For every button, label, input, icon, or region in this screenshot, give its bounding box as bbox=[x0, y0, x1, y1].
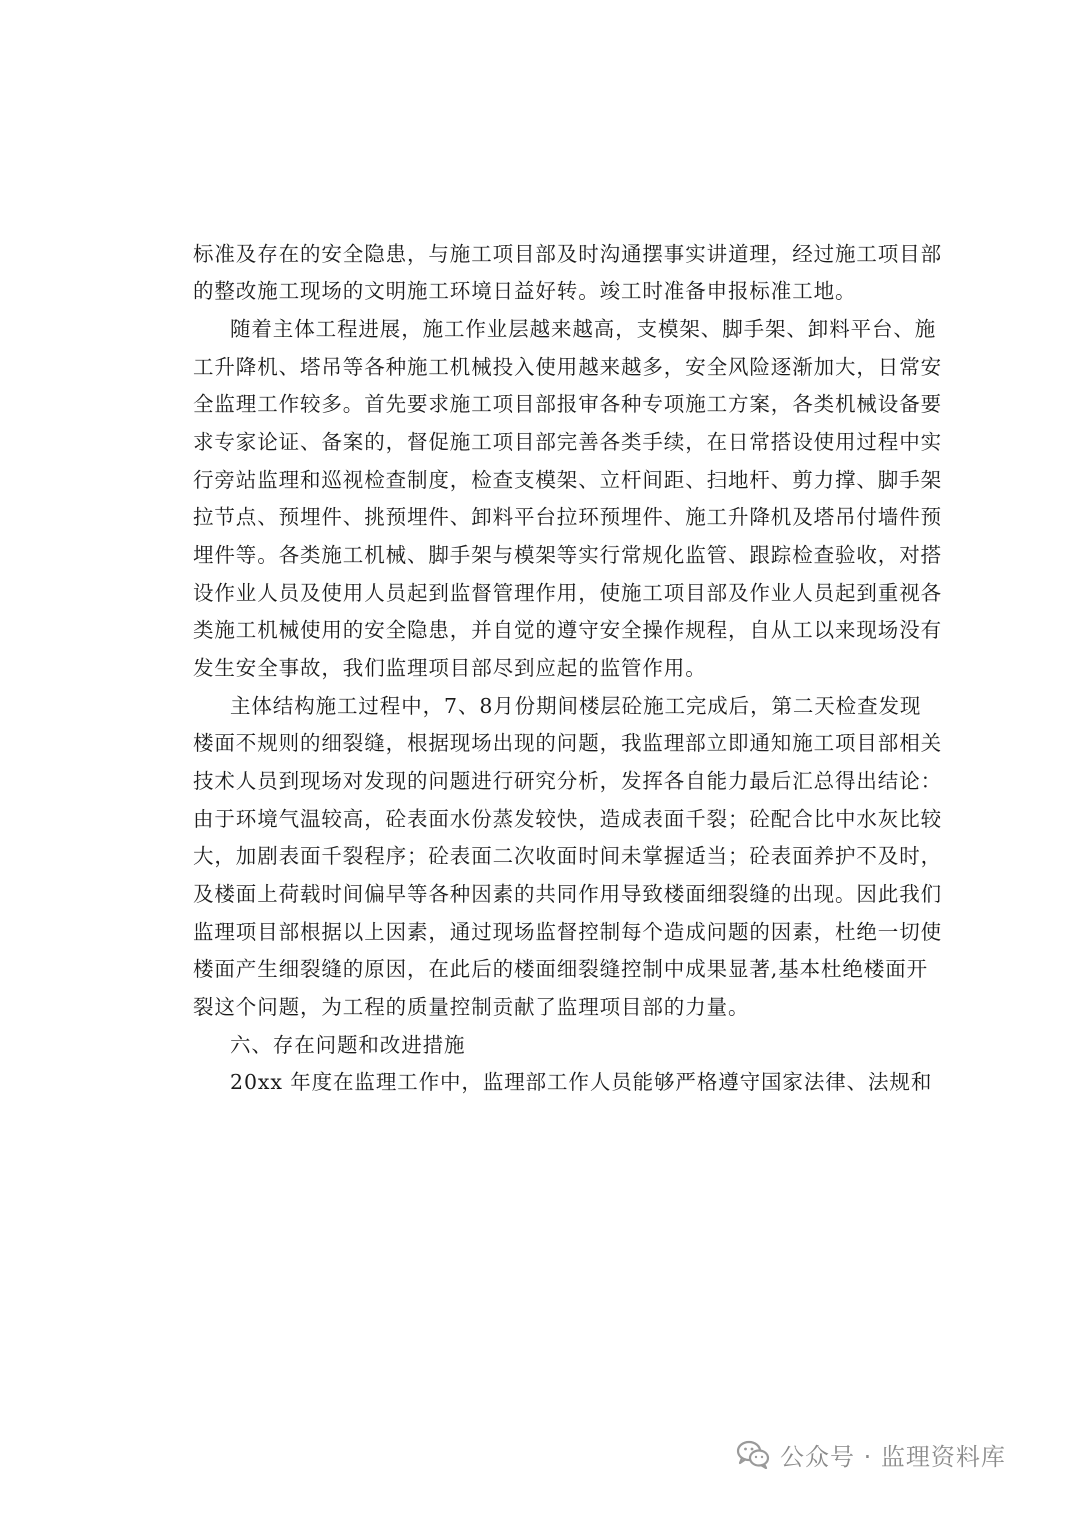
text-line: 求专家论证、备案的，督促施工项目部完善各类手续，在日常搭设使用过程中实 bbox=[193, 430, 942, 454]
text-line: 主体结构施工过程中，7、8月份期间楼层砼施工完成后，第二天检查发现 bbox=[230, 694, 922, 718]
text-line: 拉节点、预埋件、挑预埋件、卸料平台拉环预埋件、施工升降机及塔吊付墙件预 bbox=[193, 505, 942, 529]
section-heading: 六、存在问题和改进措施 bbox=[230, 1033, 466, 1057]
text-line: 全监理工作较多。首先要求施工项目部报审各种专项施工方案，各类机械设备要 bbox=[193, 392, 942, 416]
text-line: 楼面不规则的细裂缝，根据现场出现的问题，我监理部立即通知施工项目部相关 bbox=[193, 731, 942, 755]
text-line: 发生安全事故，我们监理项目部尽到应起的监管作用。 bbox=[193, 656, 707, 680]
text-line: 及楼面上荷载时间偏早等各种因素的共同作用导致楼面细裂缝的出现。因此我们 bbox=[193, 882, 942, 906]
text-line: 监理项目部根据以上因素，通过现场监督控制每个造成问题的因素，杜绝一切使 bbox=[193, 920, 942, 944]
text-line: 由于环境气温较高，砼表面水份蒸发较快，造成表面千裂；砼配合比中水灰比较 bbox=[193, 807, 942, 831]
wechat-icon bbox=[736, 1439, 770, 1469]
text-line: 楼面产生细裂缝的原因，在此后的楼面细裂缝控制中成果显著,基本杜绝楼面开 bbox=[193, 957, 929, 981]
watermark-text: 公众号 · 监理资料库 bbox=[780, 1442, 1006, 1471]
text-line: 技术人员到现场对发现的问题进行研究分析，发挥各自能力最后汇总得出结论： bbox=[193, 769, 942, 793]
text-line: 的整改施工现场的文明施工环境日益好转。竣工时准备申报标准工地。 bbox=[193, 279, 857, 303]
text-line: 20xx 年度在监理工作中，监理部工作人员能够严格遵守国家法律、法规和 bbox=[230, 1070, 933, 1094]
text-line: 裂这个问题，为工程的质量控制贡献了监理项目部的力量。 bbox=[193, 995, 750, 1019]
text-line: 工升降机、塔吊等各种施工机械投入使用越来越多，安全风险逐渐加大，日常安 bbox=[193, 355, 942, 379]
text-line: 类施工机械使用的安全隐患，并自觉的遵守安全操作规程，自从工以来现场没有 bbox=[193, 618, 942, 642]
text-line: 埋件等。各类施工机械、脚手架与模架等实行常规化监管、跟踪检查验收，对搭 bbox=[193, 543, 942, 567]
text-line: 行旁站监理和巡视检查制度，检查支模架、立杆间距、扫地杆、剪力撑、脚手架 bbox=[193, 468, 942, 492]
text-line: 大，加剧表面千裂程序；砼表面二次收面时间未掌握适当；砼表面养护不及时， bbox=[193, 844, 942, 868]
watermark bbox=[736, 1434, 1006, 1474]
text-line: 标准及存在的安全隐患，与施工项目部及时沟通摆事实讲道理，经过施工项目部 bbox=[193, 242, 942, 266]
text-line: 随着主体工程进展，施工作业层越来越高，支模架、脚手架、卸料平台、施 bbox=[230, 317, 937, 341]
text-line: 设作业人员及使用人员起到监督管理作用，使施工项目部及作业人员起到重视各 bbox=[193, 581, 942, 605]
